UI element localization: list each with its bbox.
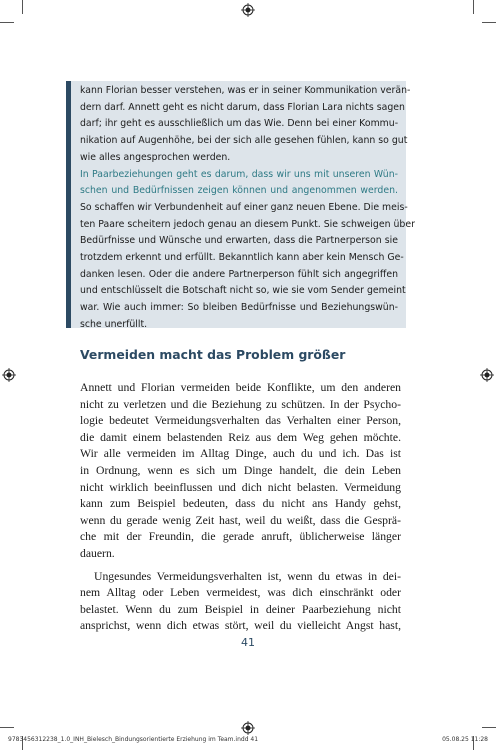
registration-mark-icon — [241, 3, 255, 17]
body-text — [80, 380, 401, 635]
text-line: ansprichst, wenn dich etwas stört, weil du vielleicht Angst hast, — [80, 619, 401, 633]
paragraph — [80, 380, 401, 563]
text-line: che mit der Freundin, die gerade anruft, üblicherweise länger — [80, 530, 401, 544]
text-line: Ungesundes Vermeidungsverhalten ist, wenn du etwas in dei- — [94, 569, 401, 583]
crop-mark — [0, 727, 14, 728]
text-line: wenn du gerade wenig Zeit hast, weil du weißt, dass die Gesprä- — [80, 513, 401, 527]
slug-date: 05.08.25 11:28 — [442, 736, 488, 743]
text-line: in Ordnung, wenn es sich um Dinge handelt, die dein Leben — [80, 463, 401, 477]
text-line: kann zum Beispiel bedeuten, dass du nicht ans Handy gehst, — [80, 497, 401, 511]
callout-line: danken lesen. Oder die andere Partnerperson fühlt sich angegriffen — [80, 268, 398, 280]
text-line: dauern. — [80, 546, 115, 560]
section-heading: Vermeiden macht das Problem größer — [80, 347, 346, 362]
callout-highlight-line: schen und Bedürfnissen zeigen können und angenommen werden. — [80, 185, 398, 197]
registration-mark-icon — [2, 368, 16, 382]
callout-text — [80, 83, 415, 334]
callout-line: dern darf. Annett geht es nicht darum, dass Florian Lara nichts sagen — [80, 101, 405, 113]
slug-file: 9783456312238_1.0_INH_Bielesch_Bindungsorientierte Erziehung im Team.indd 41 — [8, 736, 259, 743]
text-line: nem Alltag oder Leben vermeidest, was dich einschränkt oder — [80, 586, 401, 600]
text-line: logie bedeutet Vermeidungsverhalten das Verhalten einer Person, — [80, 414, 401, 428]
callout-line: und entschlüsselt die Botschaft nicht so, wie sie vom Sender gemeint — [80, 285, 406, 297]
text-line: nicht zu verletzen und die Beziehung zu schützen. In der Psycho- — [80, 397, 401, 411]
crop-mark — [473, 0, 474, 14]
paragraph — [80, 569, 401, 635]
crop-mark — [482, 22, 496, 23]
callout-line: So schaffen wir Verbundenheit auf einer ganz neuen Ebene. Die meis- — [80, 201, 408, 213]
text-line: die damit einem belastenden Reiz aus dem Weg gehen möchte. — [80, 430, 401, 444]
registration-mark-icon — [241, 721, 255, 735]
crop-mark — [22, 0, 23, 14]
callout-line: nikation auf Augenhöhe, bei der sich alle gesehen fühlen, kann so gut — [80, 135, 408, 147]
crop-mark — [0, 22, 14, 23]
callout-line: ten Paare scheitern jedoch genau an diesem Punkt. Sie schweigen über — [80, 218, 415, 230]
text-line: nicht wirklich beeinflussen und dich nicht belasten. Vermeidung — [80, 480, 401, 494]
page-number: 41 — [241, 636, 255, 649]
registration-mark-icon — [480, 368, 494, 382]
callout-line: wie alles angesprochen werden. — [80, 151, 231, 163]
text-line: Wir alle vermeiden im Alltag Dinge, auch du und ich. Das ist — [80, 447, 401, 461]
text-line: Annett und Florian vermeiden beide Konflikte, um den anderen — [80, 381, 401, 394]
callout-highlight-line: In Paarbeziehungen geht es darum, dass wir uns mit unseren Wün- — [80, 168, 398, 180]
callout-line: war. Wie auch immer: So bleiben Bedürfnisse und Beziehungswün- — [80, 302, 398, 314]
callout-line: sche unerfüllt. — [80, 318, 148, 330]
crop-mark — [482, 727, 496, 728]
callout-line: darf; ihr geht es ausschließlich um das Wie. Denn bei einer Kommu- — [80, 118, 399, 130]
callout-line: kann Florian besser verstehen, was er in seiner Kommunikation verän- — [80, 85, 411, 96]
callout-line: trotzdem erkennt und erfüllt. Bekanntlich kann aber kein Mensch Ge- — [80, 252, 404, 264]
text-line: belastet. Wenn du zum Beispiel in deiner Paarbeziehung nicht — [80, 602, 401, 616]
callout-line: Bedürfnisse und Wünsche und erwarten, dass die Partnerperson sie — [80, 235, 398, 247]
